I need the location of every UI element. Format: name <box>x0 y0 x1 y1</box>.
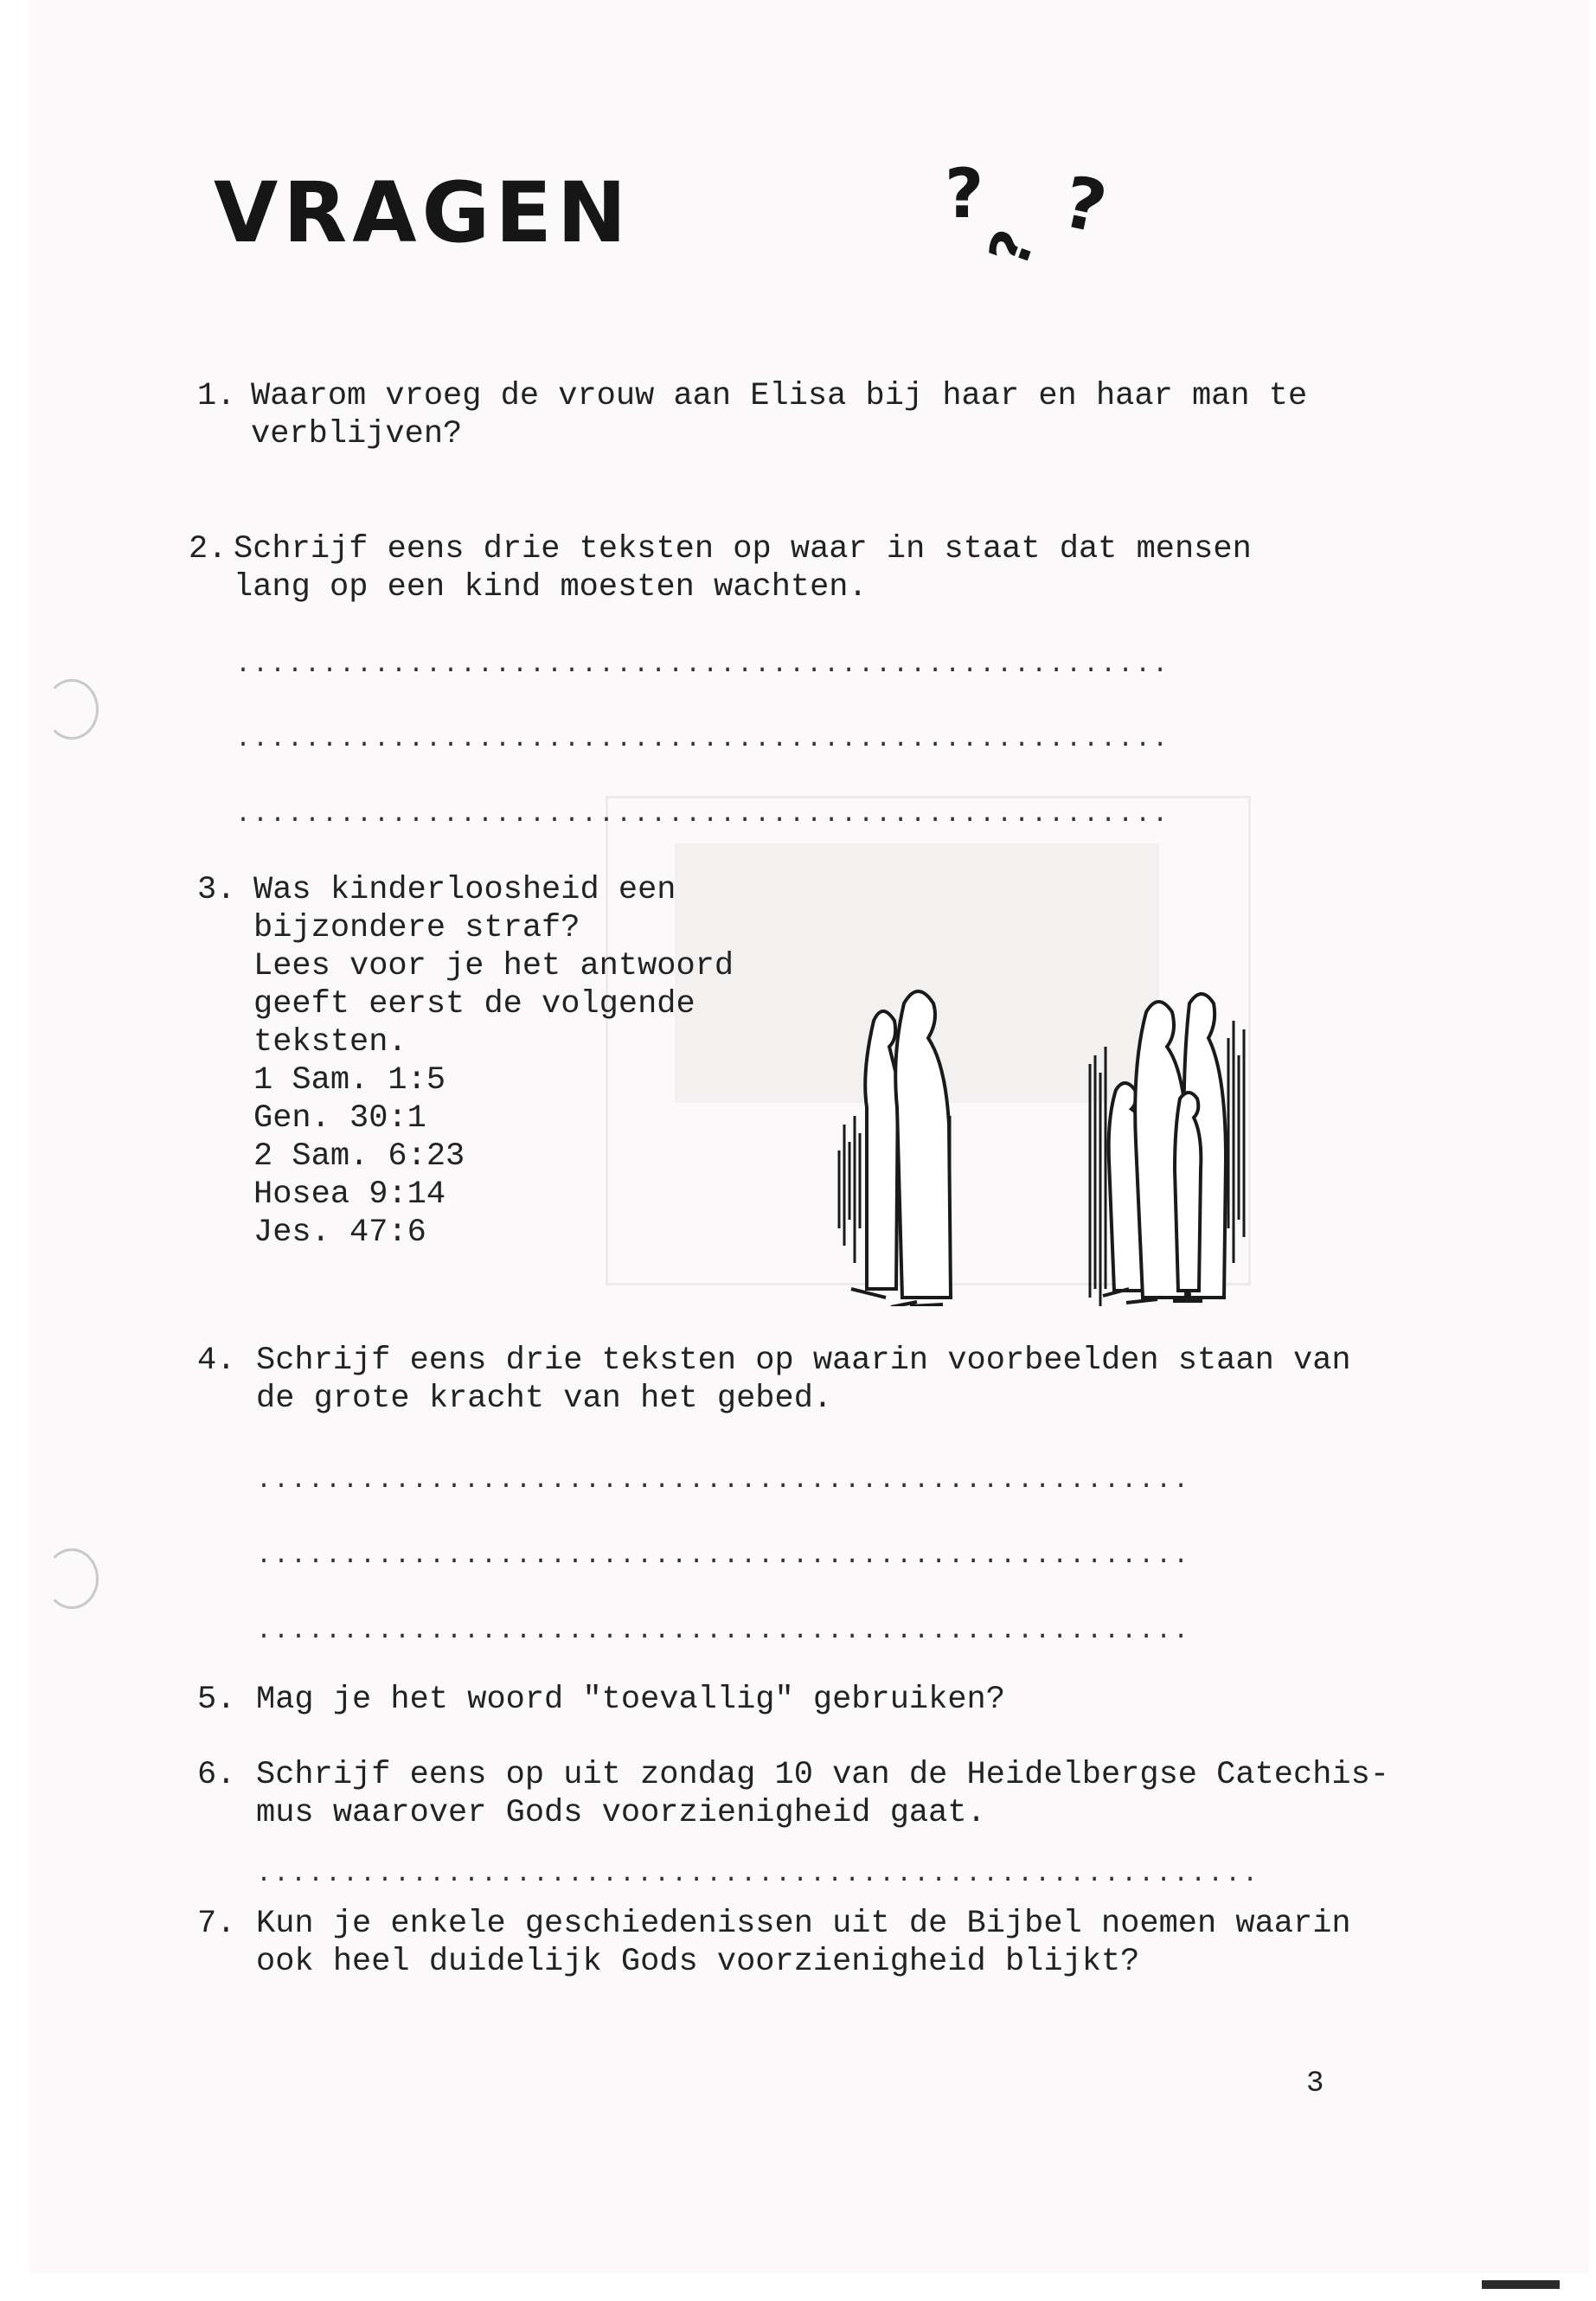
question-3-line-5: teksten. <box>253 1024 407 1061</box>
question-1-number: 1. <box>197 378 236 414</box>
question-5-number: 5. <box>197 1682 236 1718</box>
question-1-line-2: verblijven? <box>251 416 463 452</box>
question-3-line-2: bijzondere straf? <box>253 910 580 946</box>
question-7-number: 7. <box>197 1906 236 1942</box>
question-4-line-2: de grote kracht van het gebed. <box>256 1381 833 1417</box>
question-1-line-1: Waarom vroeg de vrouw aan Elisa bij haar en haar man te <box>251 378 1308 414</box>
page-margin-bottom <box>0 2273 1596 2301</box>
punch-hole-bottom <box>45 1548 99 1609</box>
answer-line: ...................................................... <box>256 1617 1191 1646</box>
question-7-line-2: ook heel duidelijk Gods voorzienigheid blijkt? <box>256 1944 1140 1980</box>
question-3-reference-3: 2 Sam. 6:23 <box>253 1138 465 1175</box>
question-4-line-1: Schrijf eens drie teksten op waarin voorbeelden staan van <box>256 1343 1351 1379</box>
question-3-line-1: Was kinderloosheid een <box>253 872 676 908</box>
question-3-line-3: Lees voor je het antwoord <box>253 948 734 984</box>
answer-line: ...................................................... <box>235 800 1170 830</box>
question-3-line-4: geeft eerst de volgende <box>253 986 695 1022</box>
page-margin-left <box>0 0 29 2301</box>
page-margin-right <box>1589 0 1596 2301</box>
question-6-line-1: Schrijf eens op uit zondag 10 van de Heidelbergse Catechis- <box>256 1757 1390 1793</box>
scan-corner-mark <box>1482 2280 1560 2289</box>
question-3-reference-5: Jes. 47:6 <box>253 1215 426 1251</box>
question-3-reference-1: 1 Sam. 1:5 <box>253 1062 446 1099</box>
page-title: VRAGEN <box>214 164 632 261</box>
answer-line: ...................................................... <box>235 725 1170 754</box>
answer-line: .......................................................... <box>256 1860 1260 1889</box>
question-7-line-1: Kun je enkele geschiedenissen uit de Bijbel noemen waarin <box>256 1906 1351 1942</box>
answer-line: ...................................................... <box>256 1541 1191 1571</box>
people-figures-illustration <box>830 969 1272 1306</box>
question-2-line-2: lang op een kind moesten wachten. <box>234 569 868 606</box>
question-marks-icon: ? ? ? <box>945 156 1113 275</box>
punch-hole-top <box>45 679 99 740</box>
answer-line: ...................................................... <box>256 1466 1191 1496</box>
question-3-number: 3. <box>197 872 236 908</box>
question-6-number: 6. <box>197 1757 236 1793</box>
question-3-reference-2: Gen. 30:1 <box>253 1100 426 1137</box>
question-6-line-2: mus waarover Gods voorzienigheid gaat. <box>256 1795 986 1831</box>
question-2-number: 2. <box>189 531 228 567</box>
question-3-reference-4: Hosea 9:14 <box>253 1176 446 1213</box>
question-2-line-1: Schrijf eens drie teksten op waar in staat dat mensen <box>234 531 1252 567</box>
answer-line: ...................................................... <box>235 651 1170 680</box>
question-5-line-1: Mag je het woord "toevallig" gebruiken? <box>256 1682 1005 1718</box>
page-number: 3 <box>1306 2067 1324 2100</box>
question-4-number: 4. <box>197 1343 236 1379</box>
